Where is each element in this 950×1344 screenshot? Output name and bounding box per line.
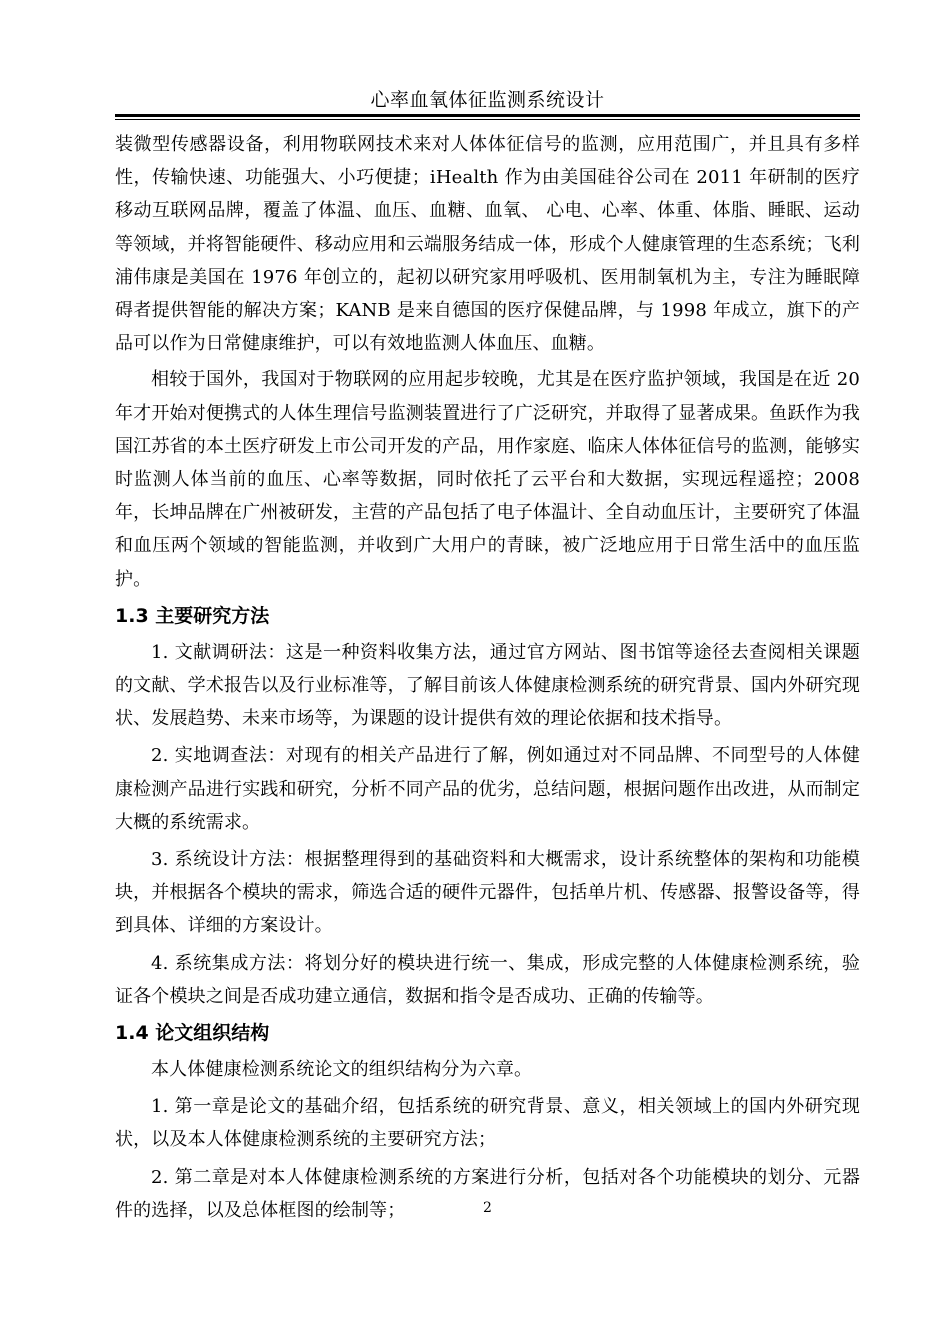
method-item-literature: 1. 文献调研法：这是一种资料收集方法，通过官方网站、图书馆等途径去查阅相关课题的文献、学术报告以及行业标准等，了解目前该人体健康检测系统的研究背景、国内外研究现状、发展趋势、未来市场等，为课题的设计提供有效的理论依据和技术指导。 — [115, 641, 860, 730]
running-header: 心率血氧体征监测系统设计 — [370, 89, 605, 111]
method-item-system-design: 3. 系统设计方法：根据整理得到的基础资料和大概需求，设计系统整体的架构和功能模块，并根据各个模块的需求，筛选合适的硬件元器件，包括单片机、传感器、报警设备等，得到具体、详细的方案设计。 — [115, 849, 860, 937]
structure-item-chapter-1: 1. 第一章是论文的基础介绍，包括系统的研究背景、意义，相关领域上的国内外研究现状，以及本人体健康检测系统的主要研究方法； — [115, 1096, 860, 1151]
structure-intro: 本人体健康检测系统论文的组织结构分为六章。 — [151, 1059, 533, 1081]
body-text — [115, 128, 860, 1227]
paragraph-domestic-research: 相较于国外，我国对于物联网的应用起步较晚，尤其是在医疗监护领域，我国是在近 20 年才开始对便携式的人体生理信号监测装置进行了广泛研究，并取得了显著成果。鱼跃作为我国江苏省的本土医疗研发上市公司开发的产品，用作家庭、临床人体体征信号的监测，能够实时监测人体当前的血压、心率等数据，同时依托了云平台和大数据，实现远程遥控；2008 年，长坤品牌在广州被研发，主营的产品包括了电子体温计、全自动血压计，主要研究了体温和血压两个领域的智能监测，并收到广大用户的青睐，被广泛地应用于日常生活中的血压监护。 — [115, 369, 860, 590]
section-heading-1-3: 1.3 主要研究方法 — [115, 604, 270, 627]
header-rule-thick — [115, 114, 860, 117]
structure-item-chapter-2: 2. 第二章是对本人体健康检测系统的方案进行分析，包括对各个功能模块的划分、元器件的选择，以及总体框图的绘制等； — [115, 1166, 860, 1221]
section-heading-1-4: 1.4 论文组织结构 — [115, 1022, 270, 1045]
header-rule-thin — [115, 119, 860, 120]
method-item-system-integration: 4. 系统集成方法：将划分好的模块进行统一、集成，形成完整的人体健康检测系统，验证各个模块之间是否成功建立通信，数据和指令是否成功、正确的传输等。 — [115, 952, 860, 1007]
paragraph-continued: 装微型传感器设备，利用物联网技术来对人体体征信号的监测，应用范围广，并且具有多样性，传输快速、功能强大、小巧便捷；iHealth 作为由美国硅谷公司在 2011 年研制的医疗移动互联网品牌，覆盖了体温、血压、血糖、血氧、 心电、心率、体重、体脂、睡眠、运动等领域，并将智能硬件、移动应用和云端服务结成一体，形成个人健康管理的生态系统；飞利浦伟康是美国在 1976 年创立的，起初以研究家用呼吸机、医用制氧机为主，专注为睡眠障碍者提供智能的解决方案；KANB 是来自德国的医疗保健品牌，与 1998 年成立，旗下的产品可以作为日常健康维护，可以有效地监测人体血压、血糖。 — [115, 134, 860, 355]
method-item-field-survey: 2. 实地调查法：对现有的相关产品进行了解，例如通过对不同品牌、不同型号的人体健康检测产品进行实践和研究，分析不同产品的优劣，总结问题，根据问题作出改进，从而制定大概的系统需求。 — [115, 745, 860, 833]
page-number: 2 — [483, 1200, 492, 1216]
